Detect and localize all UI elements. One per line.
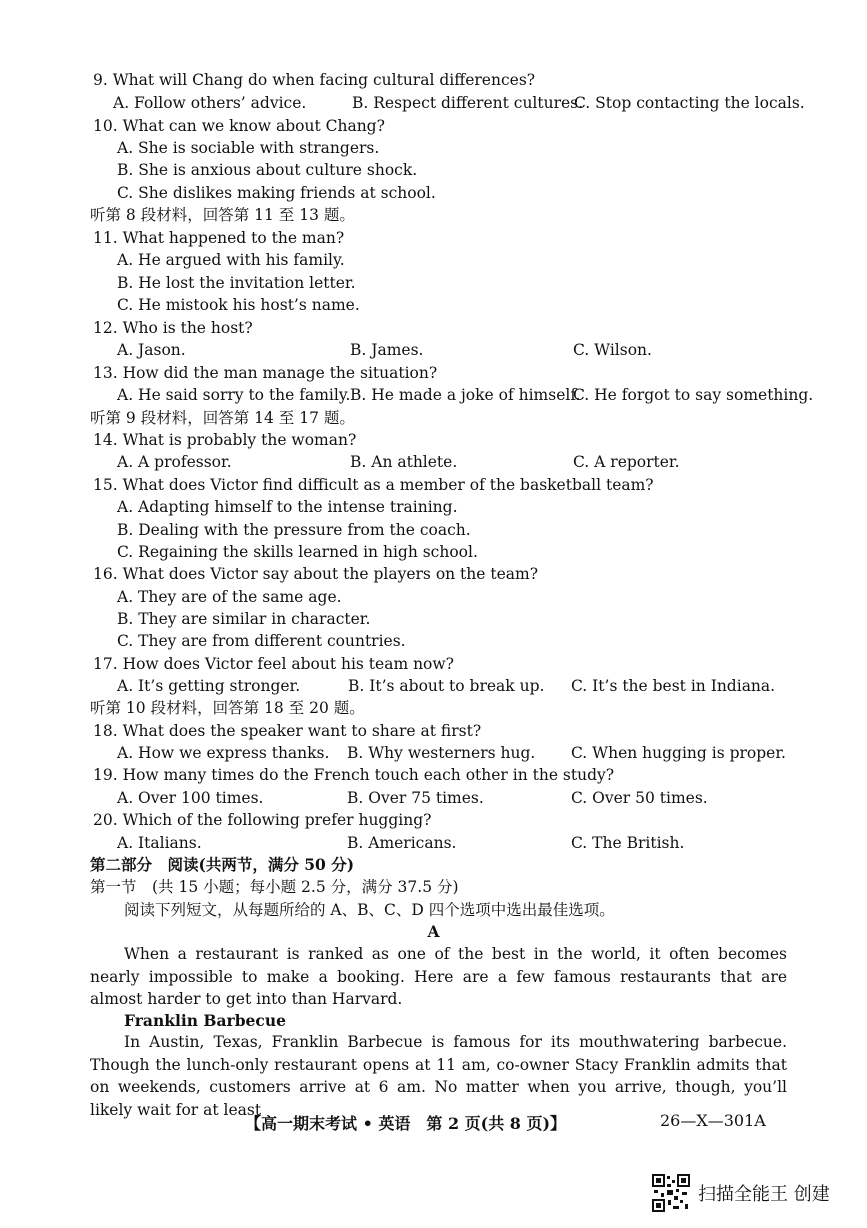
q10-option-b: B. She is anxious about culture shock. [117,161,418,179]
question-13: 13. How did the man manage the situation? [93,364,438,382]
passage-intro: When a restaurant is ranked as one of the best in the world, it often becomes nearly impossible to make a booking. Here are a few famous restaurants that are almost harder to get into than Harvard. [90,945,787,1008]
question-9: 9. What will Chang do when facing cultural differences? [93,71,536,89]
passage-letter: A [427,922,440,941]
q11-option-c: C. He mistook his host’s name. [117,296,360,314]
q12-option-b: B. James. [350,341,424,359]
q18-option-b: B. Why westerners hug. [347,744,536,762]
part2-direction: 阅读下列短文，从每题所给的 A、B、C、D 四个选项中选出最佳选项。 [124,901,615,919]
q20-option-a: A. Italians. [117,834,202,852]
question-18: 18. What does the speaker want to share at first? [93,722,482,740]
q16-option-c: C. They are from different countries. [117,632,406,650]
q12-option-c: C. Wilson. [573,341,652,359]
instruction-section-9: 听第 9 段材料，回答第 14 至 17 题。 [90,409,355,427]
qr-code-icon [652,1174,690,1212]
q12-option-a: A. Jason. [117,341,186,359]
q10-option-a: A. She is sociable with strangers. [117,139,380,157]
q13-option-c: C. He forgot to say something. [573,386,814,404]
q17-option-b: B. It’s about to break up. [348,677,545,695]
q16-option-b: B. They are similar in character. [117,610,371,628]
q9-option-b: B. Respect different cultures. [352,94,584,112]
q9-option-a: A. Follow others’ advice. [113,94,307,112]
question-17: 17. How does Victor feel about his team now? [93,655,454,673]
q15-option-c: C. Regaining the skills learned in high school. [117,543,478,561]
q13-option-a: A. He said sorry to the family. [117,386,351,404]
footer-code: 26—X—301A [660,1111,766,1130]
q19-option-a: A. Over 100 times. [117,789,264,807]
q20-option-b: B. Americans. [347,834,457,852]
q14-option-a: A. A professor. [117,453,232,471]
q11-option-b: B. He lost the invitation letter. [117,274,356,292]
instruction-section-8: 听第 8 段材料，回答第 11 至 13 题。 [90,206,355,224]
q15-option-a: A. Adapting himself to the intense training. [117,498,458,516]
q13-option-b: B. He made a joke of himself. [350,386,581,404]
q10-option-c: C. She dislikes making friends at school. [117,184,436,202]
footer-page-info: 【高一期末考试 • 英语 第 2 页(共 8 页)】 [245,1114,567,1133]
question-11: 11. What happened to the man? [93,229,345,247]
q17-option-a: A. It’s getting stronger. [117,677,301,695]
scanner-label: 扫描全能王 创建 [698,1184,830,1205]
q14-option-c: C. A reporter. [573,453,680,471]
q14-option-b: B. An athlete. [350,453,458,471]
question-19: 19. How many times do the French touch each other in the study? [93,766,615,784]
restaurant-text: In Austin, Texas, Franklin Barbecue is famous for its mouthwatering barbecue. Though the lunch-only restaurant opens at 11 am, co-owner Stacy Franklin admits that on weekends, customers arrive at 6 am. No matter when you arrive, though, you’ll likely wait for at least [90,1033,787,1119]
restaurant-title: Franklin Barbecue [124,1011,286,1030]
q19-option-c: C. Over 50 times. [571,789,708,807]
q20-option-c: C. The British. [571,834,685,852]
q11-option-a: A. He argued with his family. [117,251,345,269]
q17-option-c: C. It’s the best in Indiana. [571,677,776,695]
question-20: 20. Which of the following prefer hugging? [93,811,432,829]
part2-section1: 第一节 (共 15 小题；每小题 2.5 分，满分 37.5 分) [90,878,459,896]
question-12: 12. Who is the host? [93,319,253,337]
q18-option-c: C. When hugging is proper. [571,744,786,762]
q16-option-a: A. They are of the same age. [117,588,342,606]
part2-heading: 第二部分 阅读(共两节，满分 50 分) [90,855,355,874]
q19-option-b: B. Over 75 times. [347,789,484,807]
question-15: 15. What does Victor find difficult as a member of the basketball team? [93,476,654,494]
question-16: 16. What does Victor say about the players on the team? [93,565,539,583]
q9-option-c: C. Stop contacting the locals. [574,94,805,112]
question-14: 14. What is probably the woman? [93,431,357,449]
q15-option-b: B. Dealing with the pressure from the coach. [117,521,471,539]
instruction-section-10: 听第 10 段材料，回答第 18 至 20 题。 [90,699,365,717]
question-10: 10. What can we know about Chang? [93,117,385,135]
q18-option-a: A. How we express thanks. [117,744,330,762]
